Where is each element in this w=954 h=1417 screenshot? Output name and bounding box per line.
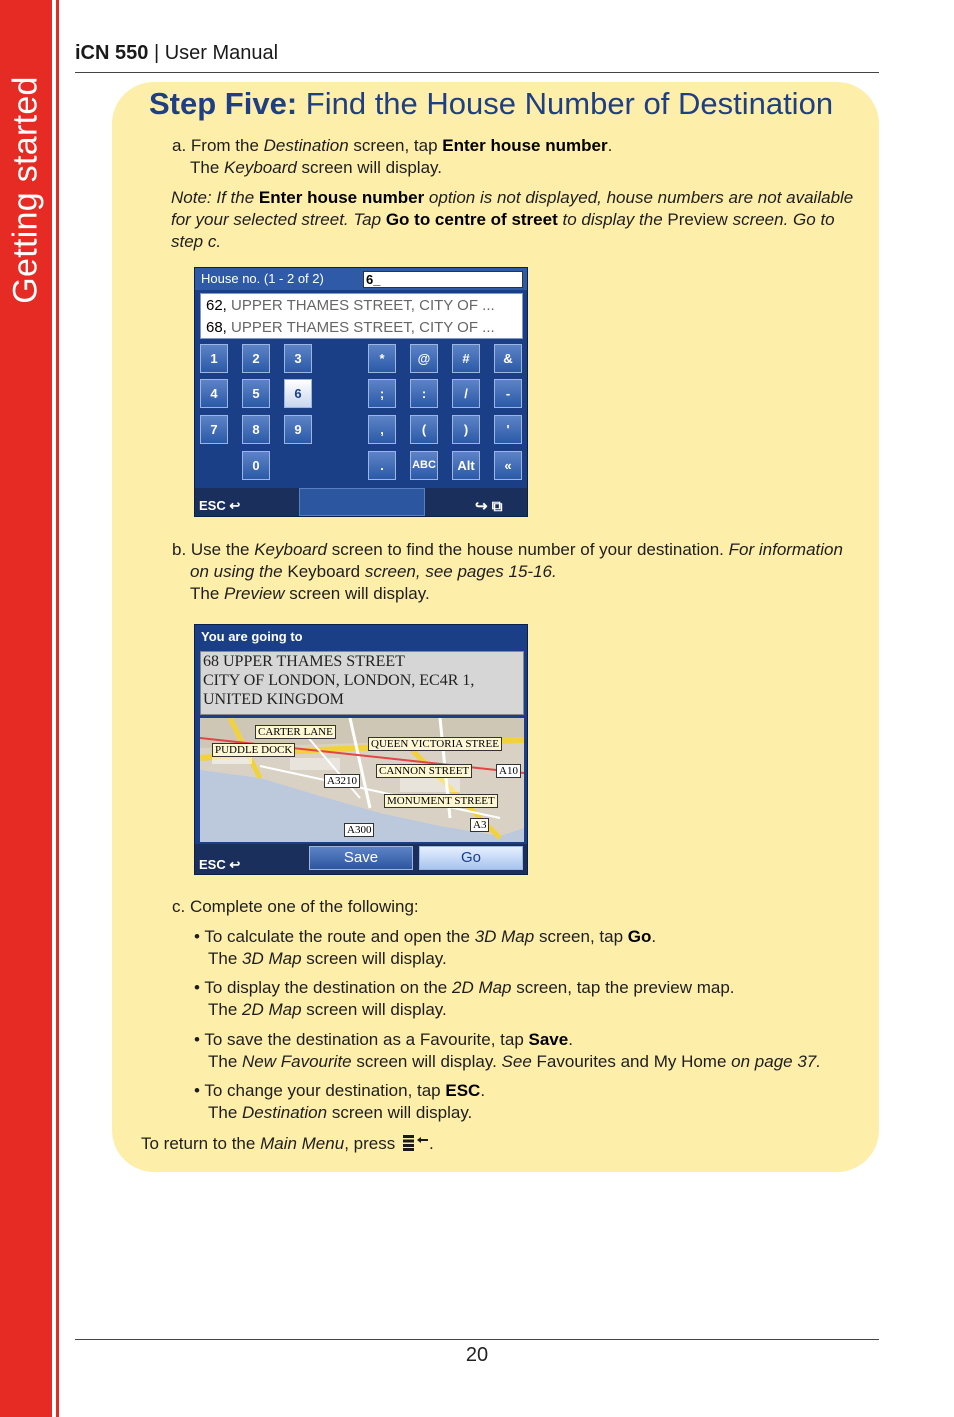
destination-address (200, 651, 524, 715)
bullet-map-line2: The 2D Map screen will display. (208, 1000, 447, 1019)
step-b-line2: on using the Keyboard screen, see pages 15-16. (190, 562, 557, 581)
key-alt[interactable]: Alt (452, 451, 480, 480)
note-line1: Note: If the Enter house number option is not displayed, house numbers are not available (171, 188, 854, 207)
key-hash[interactable]: # (452, 344, 480, 373)
ok-arrow-icon[interactable]: ↪ ⧉ (475, 498, 503, 515)
bullet-go-line2: The 3D Map screen will display. (208, 949, 447, 968)
map-label: A3210 (324, 774, 360, 788)
main-menu-icon (403, 1135, 429, 1157)
page-header (75, 42, 879, 73)
key-comma[interactable]: , (368, 415, 396, 444)
bullet-map-line1: • To display the destination on the 2D Map screen, tap the preview map. (194, 978, 735, 997)
keyboard-space-bar[interactable] (299, 488, 425, 516)
address-line: 68 UPPER THAMES STREET (203, 653, 405, 670)
go-button[interactable]: Go (419, 846, 523, 870)
key-semicolon[interactable]: ; (368, 379, 396, 408)
esc-button[interactable]: ESC ↩ (199, 498, 241, 513)
step-heading (149, 86, 833, 122)
key-backspace[interactable]: « (494, 451, 522, 480)
key-dot[interactable]: . (368, 451, 396, 480)
key-at[interactable]: @ (410, 344, 438, 373)
bullet-esc-line1: • To change your destination, tap ESC. (194, 1081, 486, 1100)
map-label: A300 (344, 823, 374, 837)
house-number-input[interactable]: 6_ (363, 271, 523, 288)
step-label: Step Five: (149, 86, 298, 121)
key-6[interactable]: 6 (284, 379, 312, 408)
house-number-label: House no. (1 - 2 of 2) (201, 271, 324, 286)
map-label: CANNON STREET (376, 764, 472, 778)
doc-title: User Manual (164, 42, 279, 64)
keyboard-screen (194, 267, 528, 517)
key-7[interactable]: 7 (200, 415, 228, 444)
key-left-paren[interactable]: ( (410, 415, 438, 444)
key-dash[interactable]: - (494, 379, 522, 408)
step-a-line2: The Keyboard screen will display. (190, 158, 442, 177)
step-c-intro: c. Complete one of the following: (172, 897, 419, 916)
map-label: PUDDLE DOCK (212, 743, 295, 757)
key-apostrophe[interactable]: ' (494, 415, 522, 444)
preview-heading: You are going to (201, 629, 303, 644)
product-name: iCN 550 (75, 42, 149, 64)
map-label: A3 (470, 818, 489, 832)
results-list (200, 293, 523, 339)
map-label: MONUMENT STREET (384, 794, 498, 808)
header-separator: | (153, 42, 160, 64)
sidebar-rule (56, 0, 59, 1417)
section-title: Getting started (6, 76, 45, 304)
address-line: UNITED KINGDOM (203, 691, 344, 708)
save-button[interactable]: Save (309, 846, 413, 870)
bullet-save-line2: The New Favourite screen will display. See Favourites and My Home on page 37. (208, 1052, 821, 1071)
step-title: Find the House Number of Destination (305, 86, 834, 121)
key-star[interactable]: * (368, 344, 396, 373)
key-2[interactable]: 2 (242, 344, 270, 373)
preview-map[interactable] (200, 718, 524, 842)
return-instruction: To return to the Main Menu, press . (141, 1133, 434, 1157)
list-item[interactable]: 68, UPPER THAMES STREET, CITY OF ... (206, 319, 495, 336)
key-4[interactable]: 4 (200, 379, 228, 408)
key-colon[interactable]: : (410, 379, 438, 408)
step-a-line1: a. From the Destination screen, tap Enter house number. (172, 136, 613, 155)
key-slash[interactable]: / (452, 379, 480, 408)
key-amp[interactable]: & (494, 344, 522, 373)
step-b-line3: The Preview screen will display. (190, 584, 430, 603)
key-abc[interactable]: ABC (410, 451, 438, 480)
key-1[interactable]: 1 (200, 344, 228, 373)
bullet-esc-line2: The Destination screen will display. (208, 1103, 473, 1122)
note-line2: for your selected street. Tap Go to centre of street to display the Preview screen. Go to (171, 210, 835, 229)
key-3[interactable]: 3 (284, 344, 312, 373)
list-item[interactable]: 62, UPPER THAMES STREET, CITY OF ... (206, 297, 495, 314)
step-b-line1: b. Use the Keyboard screen to find the house number of your destination. For information (172, 540, 843, 559)
page-number: 20 (465, 1344, 489, 1366)
map-label: QUEEN VICTORIA STREE (368, 737, 502, 751)
key-right-paren[interactable]: ) (452, 415, 480, 444)
footer-rule (75, 1339, 879, 1340)
return-arrow-icon: ↩ (229, 857, 241, 872)
preview-screen (194, 624, 528, 875)
key-8[interactable]: 8 (242, 415, 270, 444)
esc-button[interactable]: ESC ↩ (199, 857, 241, 872)
return-arrow-icon: ↩ (229, 498, 241, 513)
map-label: CARTER LANE (255, 725, 336, 739)
address-line: CITY OF LONDON, LONDON, EC4R 1, (203, 672, 475, 689)
bullet-go-line1: • To calculate the route and open the 3D Map screen, tap Go. (194, 927, 657, 946)
bullet-save-line1: • To save the destination as a Favourite, tap Save. (194, 1030, 573, 1049)
note-line3: step c. (171, 232, 222, 251)
key-9[interactable]: 9 (284, 415, 312, 444)
map-label: A10 (496, 764, 521, 778)
key-5[interactable]: 5 (242, 379, 270, 408)
key-0[interactable]: 0 (242, 451, 270, 480)
